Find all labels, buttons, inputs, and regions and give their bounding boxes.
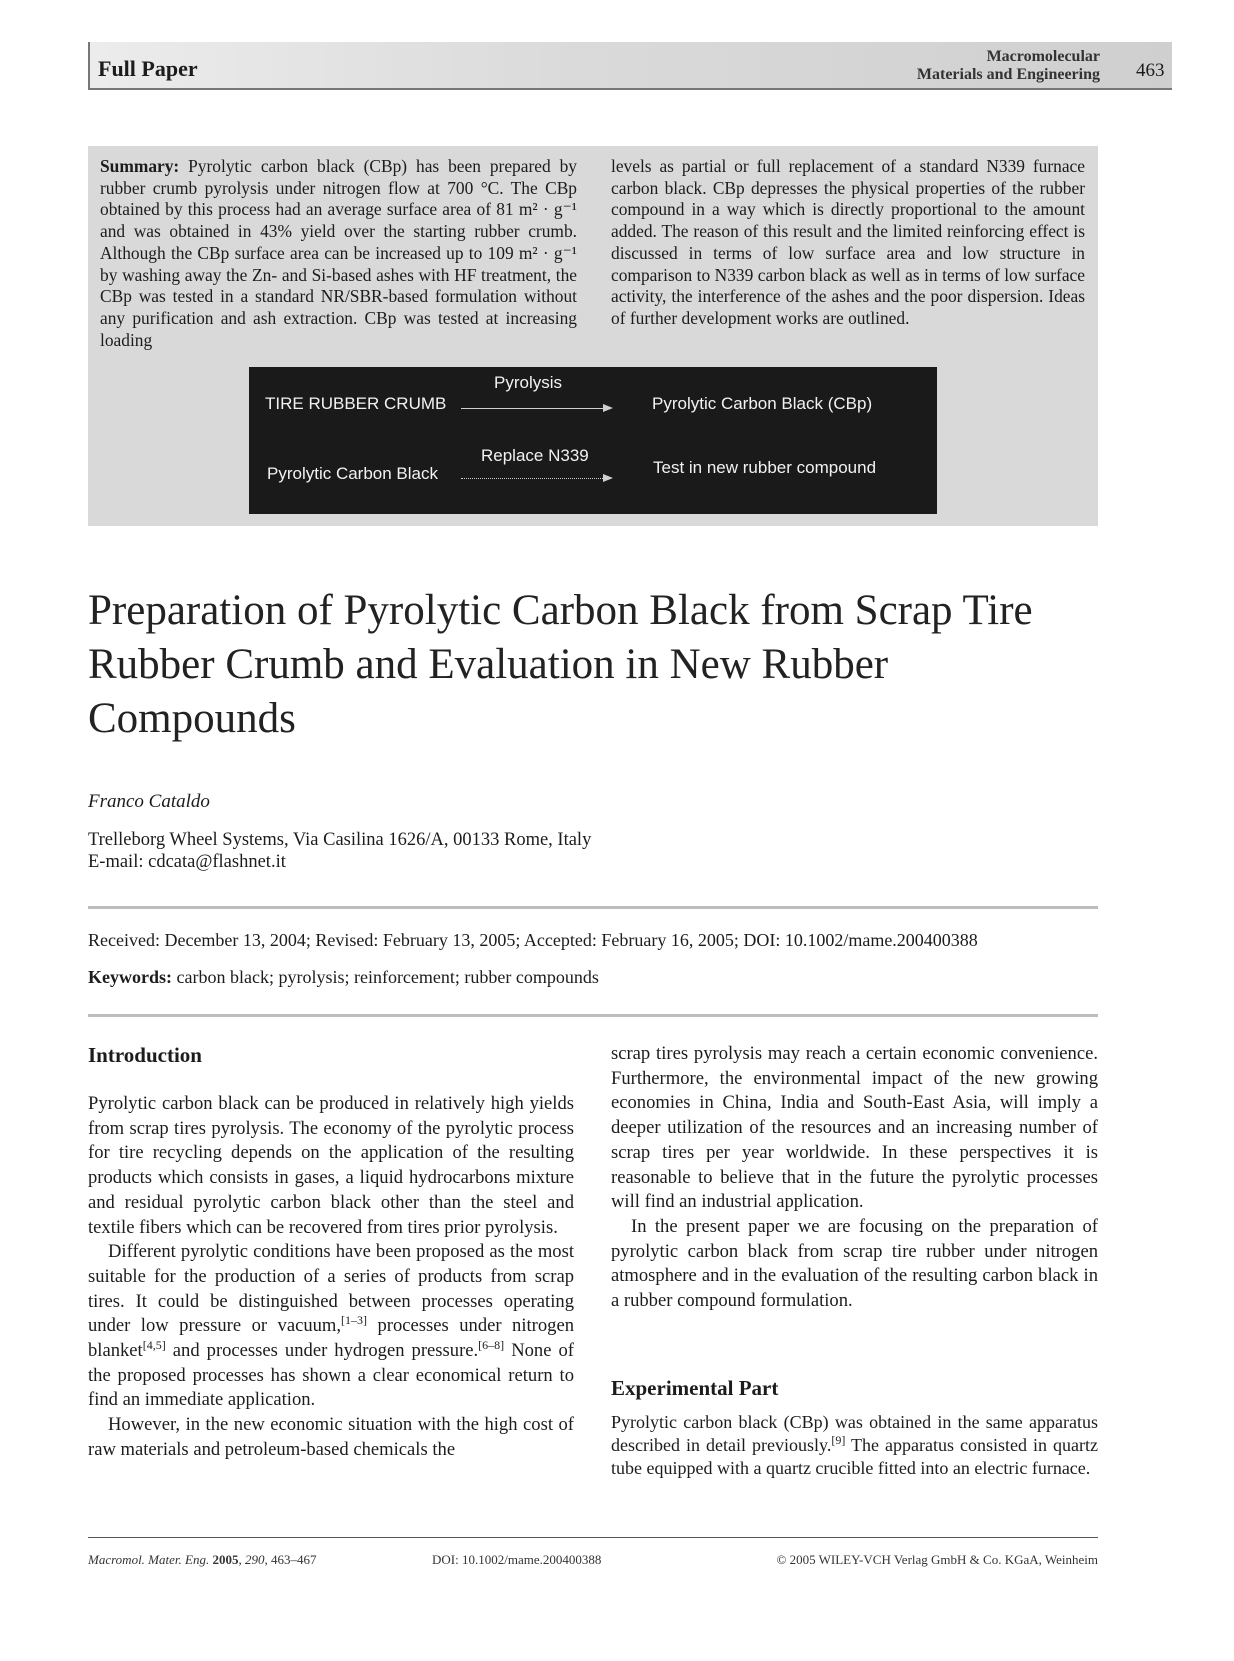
divider-top [88, 906, 1098, 909]
graphic-row1-arrow [461, 408, 611, 409]
exp-text-b: The apparatus consisted in quartz tube equipped with a quartz crucible fitted into an electric furnace. [611, 1435, 1098, 1478]
journal-name-line2: Materials and Engineering [916, 66, 1100, 83]
summary-text-1: Pyrolytic carbon black (CBp) has been prepared by rubber crumb pyrolysis under nitrogen flow at 700 °C. The CBp obtained by this process had an average surface area of 81 m² · g⁻¹ and was obtained in 43% yield over the starting rubber crumb. Although the CBp surface area can be increased up to 109 m² · g⁻¹ by washing away the Zn- and Si-based ashes with HF treatment, the CBp was tested in a standard NR/SBR-based formulation without any purification and ash extraction. CBp was tested at increasing loading [100, 156, 577, 350]
footer-citation: Macromol. Mater. Eng. 2005, 290, 463–467 [88, 1552, 317, 1567]
col2-paragraph-2: In the present paper we are focusing on the preparation of pyrolytic carbon black from scrap tire rubber under nitrogen atmosphere and in the evaluation of the resulting carbon black in a rubber compound formulation. [611, 1215, 1098, 1312]
citation-ref: [9] [831, 1433, 846, 1447]
keywords-line [88, 967, 599, 988]
body-column-2 [611, 1042, 1098, 1314]
introduction-heading: Introduction [88, 1043, 202, 1067]
graphic-row2-right: Test in new rubber compound [653, 458, 877, 477]
affiliation: Trelleborg Wheel Systems, Via Casilina 1626/A, 00133 Rome, Italy [88, 830, 592, 850]
footer-pages: , 463–467 [264, 1552, 317, 1567]
col2-paragraph-1: scrap tires pyrolysis may reach a certain economic convenience. Furthermore, the environmental impact of the new growing economies in China, India and South-East Asia, will imply a deeper utilization of the resources and an increasing number of scrap tires per year worldwide. In these perspectives it is reasonable to believe that in the future the pyrolytic processes will find an industrial application. [611, 1043, 1098, 1213]
intro-paragraph-3: However, in the new economic situation with the high cost of raw materials and petroleum-based chemicals the [88, 1414, 574, 1460]
summary-label: Summary: [100, 156, 180, 176]
experimental-heading: Experimental Part [611, 1376, 779, 1400]
summary-column-2: levels as partial or full replacement of a standard N339 furnace carbon black. CBp depresses the physical properties of the rubber compound in a way which is directly proportional to the amount added. The reason of this result and the limited reinforcing effect is discussed in terms of low surface area and low structure in comparison to N339 carbon black as well as in terms of low surface activity, the interference of the ashes and the poor dispersion. Ideas of further development works are outlined. [611, 156, 1085, 328]
graphic-row1-right: Pyrolytic Carbon Black (CBp) [652, 394, 873, 413]
paper-title: Preparation of Pyrolytic Carbon Black from Scrap Tire Rubber Crumb and Evaluation in New Rubber Compounds [88, 587, 1033, 742]
footer-copyright: © 2005 WILEY-VCH Verlag GmbH & Co. KGaA, Weinheim [776, 1552, 1098, 1567]
graphic-row1-left: TIRE RUBBER CRUMB [265, 394, 447, 413]
journal-name-line1: Macromolecular [986, 48, 1100, 65]
divider-bottom [88, 1014, 1098, 1017]
page-number: 463 [1136, 60, 1165, 81]
publication-dates: Received: December 13, 2004; Revised: February 13, 2005; Accepted: February 16, 2005; DOI: 10.1002/mame.200400388 [88, 930, 978, 950]
intro-paragraph-1: Pyrolytic carbon black can be produced in relatively high yields from scrap tires pyrolysis. The economy of the pyrolytic process for tire recycling depends on the application of the resulting products which consists in gases, a liquid hydrocarbons mixture and residual pyrolytic carbon black other than the steel and textile fibers which can be recovered from tires prior pyrolysis. [88, 1093, 574, 1238]
author-email: E-mail: cdcata@flashnet.it [88, 852, 286, 872]
citation-ref: [6–8] [478, 1337, 505, 1352]
graphic-row2-left: Pyrolytic Carbon Black [267, 464, 439, 483]
journal-name [917, 48, 1100, 84]
footer-journal: Macromol. Mater. Eng. [88, 1552, 210, 1567]
keywords-label: Keywords: [88, 967, 172, 987]
footer-doi: DOI: 10.1002/mame.200400388 [432, 1552, 602, 1567]
intro-paragraph-2 [88, 1240, 574, 1413]
footer-volume: 290 [244, 1552, 265, 1567]
citation-ref: [4,5] [142, 1337, 166, 1352]
graphic-row1-arrow-label: Pyrolysis [494, 373, 563, 392]
section-label: Full Paper [98, 56, 198, 81]
intro-p2-text-b: processes under nitrogen blanket [88, 1315, 574, 1362]
graphic-row2-arrow [461, 478, 611, 479]
author-name: Franco Cataldo [88, 791, 210, 812]
keywords-list: carbon black; pyrolysis; reinforcement; rubber compounds [172, 967, 599, 987]
intro-p2-text-d: None of the proposed processes has shown a clear economical return to find an immediate application. [88, 1340, 574, 1411]
graphical-abstract [249, 367, 937, 514]
affiliation-block [88, 829, 591, 873]
citation-ref: [1–3] [341, 1313, 368, 1328]
body-column-1 [88, 1092, 574, 1463]
experimental-paragraph [611, 1411, 1098, 1480]
intro-p2-text-c: and processes under hydrogen pressure. [165, 1340, 479, 1362]
footer-rule [88, 1537, 1098, 1538]
exp-text-a: Pyrolytic carbon black (CBp) was obtained in the same apparatus described in detail previously. [611, 1412, 1098, 1455]
summary-column-1 [100, 156, 577, 351]
footer-year: 2005 [212, 1552, 239, 1567]
intro-p2-text-a: Different pyrolytic conditions have been proposed as the most suitable for the production of a series of products from scrap tires. It could be distinguished between processes operating under low pressure or vacuum, [88, 1241, 574, 1337]
graphic-row2-arrow-label: Replace N339 [481, 446, 589, 465]
